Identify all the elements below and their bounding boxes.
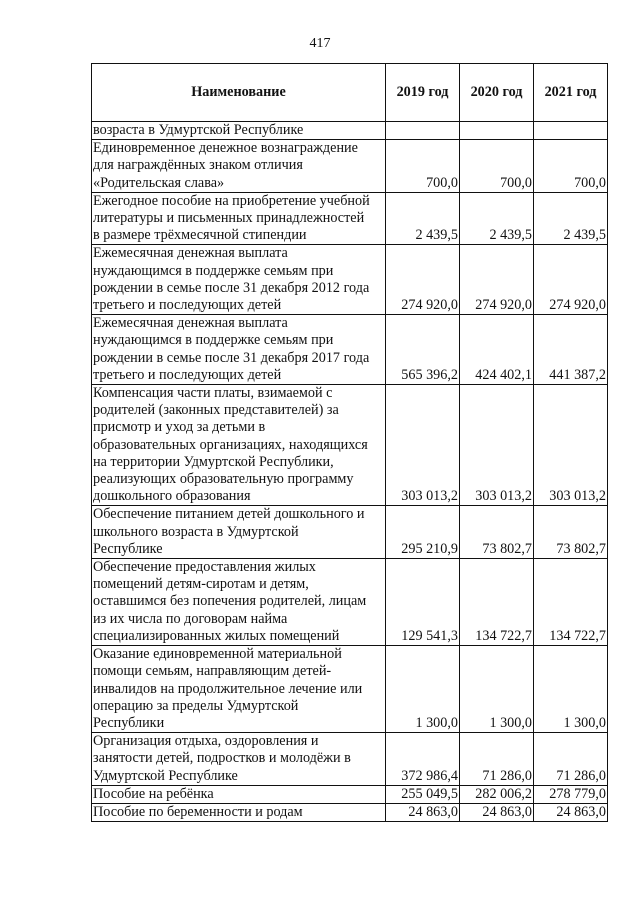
value-2020: 73 802,7 bbox=[460, 506, 534, 559]
value-2020: 2 439,5 bbox=[460, 192, 534, 245]
value-2020: 424 402,1 bbox=[460, 315, 534, 385]
page-number: 417 bbox=[309, 36, 331, 51]
row-name bbox=[92, 140, 386, 193]
value-2019: 372 986,4 bbox=[386, 733, 460, 786]
row-name bbox=[92, 385, 386, 506]
value-2021: 441 387,2 bbox=[534, 315, 608, 385]
row-name-line: нуждающимся в поддержке семьям при bbox=[93, 262, 334, 279]
row-name bbox=[92, 506, 386, 559]
table-row bbox=[92, 733, 608, 786]
row-name-line: присмотр и уход за детьми в bbox=[93, 419, 266, 436]
table-row bbox=[92, 245, 608, 315]
header-2021: 2021 год bbox=[534, 64, 608, 122]
table-row bbox=[92, 785, 608, 803]
row-name-line: Ежегодное пособие на приобретение учебной bbox=[93, 192, 370, 209]
row-name bbox=[92, 785, 386, 803]
row-name-line: дошкольного образования bbox=[93, 488, 251, 505]
row-name-line: Единовременное денежное вознаграждение bbox=[93, 140, 358, 157]
row-name-line: рождении в семье после 31 декабря 2012 года bbox=[93, 279, 370, 296]
row-name bbox=[92, 733, 386, 786]
row-name-line: Пособие на ребёнка bbox=[93, 785, 214, 802]
row-name-line: школьного возраста в Удмуртской bbox=[93, 523, 299, 540]
value-2020: 71 286,0 bbox=[460, 733, 534, 786]
row-name bbox=[92, 559, 386, 646]
value-2020: 282 006,2 bbox=[460, 785, 534, 803]
table-body bbox=[92, 122, 608, 822]
value-2020: 700,0 bbox=[460, 140, 534, 193]
row-name bbox=[92, 315, 386, 385]
table-row bbox=[92, 803, 608, 821]
row-name-line: Организация отдыха, оздоровления и bbox=[93, 733, 319, 750]
table-row bbox=[92, 122, 608, 140]
value-2019: 274 920,0 bbox=[386, 245, 460, 315]
value-2019: 1 300,0 bbox=[386, 646, 460, 733]
value-2020 bbox=[460, 122, 534, 140]
budget-table bbox=[91, 63, 608, 822]
value-2020: 1 300,0 bbox=[460, 646, 534, 733]
row-name-line: образовательных организациях, находящихся bbox=[93, 436, 368, 453]
value-2020: 274 920,0 bbox=[460, 245, 534, 315]
table-row bbox=[92, 140, 608, 193]
value-2021: 2 439,5 bbox=[534, 192, 608, 245]
value-2020: 134 722,7 bbox=[460, 559, 534, 646]
value-2020: 24 863,0 bbox=[460, 803, 534, 821]
row-name-line: помещений детям-сиротам и детям, bbox=[93, 576, 309, 593]
row-name-line: помощи семьям, направляющим детей- bbox=[93, 663, 332, 680]
row-name-line: инвалидов на продолжительное лечение или bbox=[93, 680, 363, 697]
row-name-line: третьего и последующих детей bbox=[93, 366, 282, 383]
value-2021: 73 802,7 bbox=[534, 506, 608, 559]
row-name-line: Республики bbox=[93, 714, 165, 731]
row-name bbox=[92, 122, 386, 140]
row-name-line: Пособие по беременности и родам bbox=[93, 803, 303, 820]
row-name-line: Республике bbox=[93, 540, 163, 557]
value-2021: 303 013,2 bbox=[534, 385, 608, 506]
row-name bbox=[92, 245, 386, 315]
row-name-line: в размере трёхмесячной стипендии bbox=[93, 227, 307, 244]
row-name-line: Обеспечение предоставления жилых bbox=[93, 559, 316, 576]
row-name-line: Ежемесячная денежная выплата bbox=[93, 315, 288, 332]
row-name-line: из их числа по договорам найма bbox=[93, 610, 288, 627]
table-row bbox=[92, 192, 608, 245]
row-name-line: Удмуртской Республике bbox=[93, 767, 238, 784]
value-2019 bbox=[386, 122, 460, 140]
row-name-line: Обеспечение питанием детей дошкольного и bbox=[93, 506, 365, 523]
row-name-line: на территории Удмуртской Республики, bbox=[93, 453, 334, 470]
value-2019: 2 439,5 bbox=[386, 192, 460, 245]
value-2021: 1 300,0 bbox=[534, 646, 608, 733]
row-name-line: родителей (законных представителей) за bbox=[93, 402, 339, 419]
row-name-line: возраста в Удмуртской Республике bbox=[93, 122, 304, 138]
value-2021: 278 779,0 bbox=[534, 785, 608, 803]
row-name-line: Ежемесячная денежная выплата bbox=[93, 245, 288, 262]
value-2020: 303 013,2 bbox=[460, 385, 534, 506]
value-2021 bbox=[534, 122, 608, 140]
value-2019: 295 210,9 bbox=[386, 506, 460, 559]
value-2019: 700,0 bbox=[386, 140, 460, 193]
header-name: Наименование bbox=[92, 64, 386, 122]
value-2021: 274 920,0 bbox=[534, 245, 608, 315]
value-2019: 129 541,3 bbox=[386, 559, 460, 646]
header-2019: 2019 год bbox=[386, 64, 460, 122]
row-name-line: рождении в семье после 31 декабря 2017 года bbox=[93, 349, 370, 366]
value-2021: 24 863,0 bbox=[534, 803, 608, 821]
row-name-line: Оказание единовременной материальной bbox=[93, 646, 342, 663]
value-2021: 71 286,0 bbox=[534, 733, 608, 786]
row-name-line: оставшимся без попечения родителей, лицам bbox=[93, 593, 367, 610]
value-2019: 303 013,2 bbox=[386, 385, 460, 506]
row-name-line: специализированных жилых помещений bbox=[93, 627, 340, 644]
value-2019: 24 863,0 bbox=[386, 803, 460, 821]
table-row bbox=[92, 385, 608, 506]
row-name-line: операцию за пределы Удмуртской bbox=[93, 697, 299, 714]
header-row bbox=[92, 64, 608, 122]
table-row bbox=[92, 559, 608, 646]
table-row bbox=[92, 506, 608, 559]
row-name-line: Компенсация части платы, взимаемой с bbox=[93, 385, 333, 402]
table-row bbox=[92, 315, 608, 385]
row-name-line: для награждённых знаком отличия bbox=[93, 157, 303, 174]
header-2020: 2020 год bbox=[460, 64, 534, 122]
row-name bbox=[92, 803, 386, 821]
value-2019: 255 049,5 bbox=[386, 785, 460, 803]
row-name bbox=[92, 646, 386, 733]
row-name-line: третьего и последующих детей bbox=[93, 297, 282, 314]
row-name-line: нуждающимся в поддержке семьям при bbox=[93, 332, 334, 349]
value-2019: 565 396,2 bbox=[386, 315, 460, 385]
table-row bbox=[92, 646, 608, 733]
row-name bbox=[92, 192, 386, 245]
value-2021: 134 722,7 bbox=[534, 559, 608, 646]
row-name-line: «Родительская слава» bbox=[93, 174, 225, 191]
row-name-line: реализующих образовательную программу bbox=[93, 471, 354, 488]
row-name-line: занятости детей, подростков и молодёжи в bbox=[93, 750, 351, 767]
value-2021: 700,0 bbox=[534, 140, 608, 193]
row-name-line: литературы и письменных принадлежностей bbox=[93, 210, 365, 227]
